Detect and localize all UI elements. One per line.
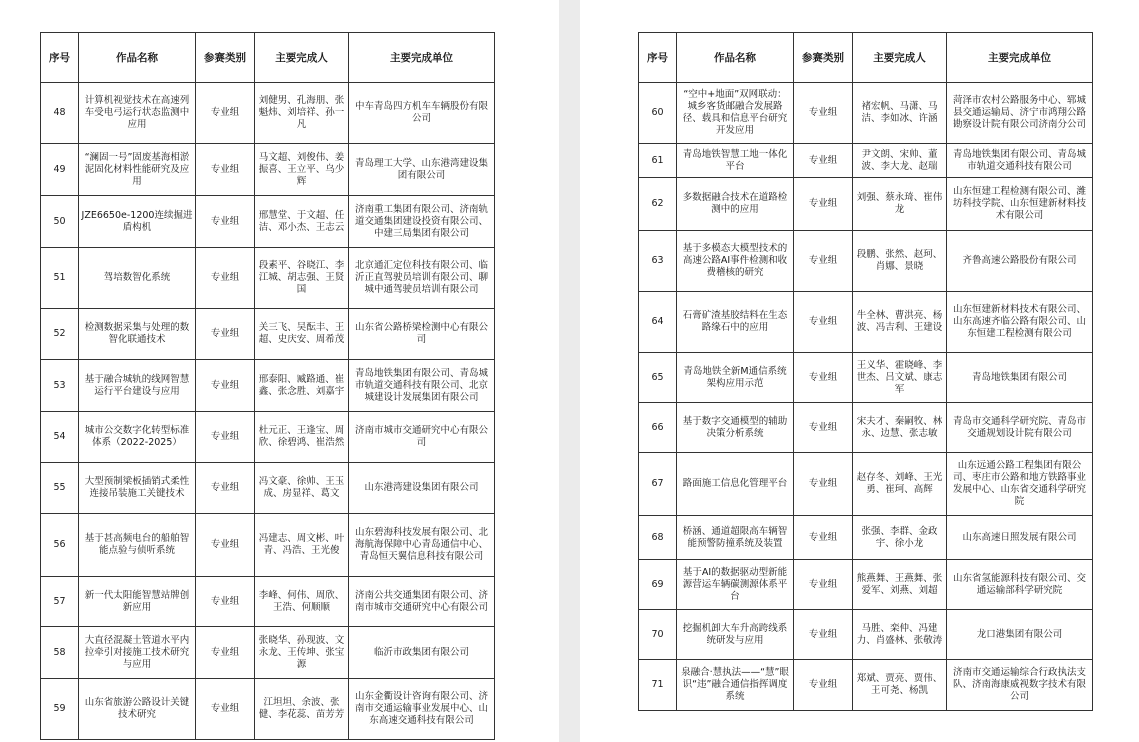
cell-unit: 龙口港集团有限公司	[947, 610, 1093, 660]
cell-category: 专业组	[794, 83, 853, 144]
cell-no: 53	[41, 360, 79, 412]
table-row	[639, 231, 1093, 292]
header-people: 主要完成人	[853, 33, 947, 83]
cell-no: 58	[41, 627, 79, 679]
cell-no: 59	[41, 679, 79, 740]
cell-unit: 齐鲁高速公路股份有限公司	[947, 231, 1093, 292]
cell-name: 基于数字交通模型的辅助决策分析系统	[677, 403, 794, 453]
table-row	[41, 196, 495, 248]
cell-people: 熊燕舞、王燕舞、张爱军、刘燕、刘超	[853, 560, 947, 610]
cell-category: 专业组	[196, 514, 255, 577]
header-category: 参赛类别	[196, 33, 255, 83]
table-row	[639, 560, 1093, 610]
table-row	[639, 403, 1093, 453]
cell-people: 郑斌、贾亮、贾伟、王可尧、杨凯	[853, 660, 947, 711]
cell-name: 多数据融合技术在道路检测中的应用	[677, 178, 794, 231]
cell-no: 68	[639, 516, 677, 560]
awards-table-left	[40, 32, 495, 740]
cell-category: 专业组	[196, 679, 255, 740]
cell-unit: 济南公共交通集团有限公司、济南市城市交通研究中心有限公司	[349, 577, 495, 627]
cell-category: 专业组	[794, 353, 853, 403]
cell-people: 刘健男、孔海朋、张魁炜、刘培祥、孙一凡	[255, 83, 349, 144]
cell-unit: 青岛市交通科学研究院、青岛市交通规划设计院有限公司	[947, 403, 1093, 453]
table-row	[639, 292, 1093, 353]
cell-no: 69	[639, 560, 677, 610]
cell-category: 专业组	[196, 627, 255, 679]
left-page	[0, 0, 559, 742]
cell-name: 泉融合·慧执法——“慧”眼识“违”融合通信指挥调度系统	[677, 660, 794, 711]
cell-name: 挖掘机卸大车升高跨线系统研发与应用	[677, 610, 794, 660]
table-row	[41, 514, 495, 577]
table-row	[639, 353, 1093, 403]
cell-category: 专业组	[794, 292, 853, 353]
table-row	[41, 679, 495, 740]
cell-people: 邢泰阳、臧路通、崔鑫、张念胜、刘嘉宇	[255, 360, 349, 412]
cell-people: 关三飞、吴酝丰、王超、史庆安、周希茂	[255, 309, 349, 360]
cell-no: 61	[639, 144, 677, 178]
table-row	[639, 178, 1093, 231]
cell-name: 大直径混凝土管道水平内拉牵引对接施工技术研究与应用	[79, 627, 196, 679]
cell-people: 王义华、霍晓峰、李世杰、吕文斌、康志军	[853, 353, 947, 403]
table-row	[639, 660, 1093, 711]
cell-no: 70	[639, 610, 677, 660]
cell-category: 专业组	[794, 560, 853, 610]
cell-unit: 山东恒建新材料技术有限公司、山东高速齐临公路有限公司、山东恒建工程检测有限公司	[947, 292, 1093, 353]
table-row	[639, 144, 1093, 178]
cell-unit: 山东金衢设计咨询有限公司、济南市交通运输事业发展中心、山东高速交通科技有限公司	[349, 679, 495, 740]
table-row	[41, 144, 495, 196]
cell-no: 54	[41, 412, 79, 463]
table-row	[41, 360, 495, 412]
cell-unit: 山东港湾建设集团有限公司	[349, 463, 495, 514]
cell-people: 张晓华、孙现波、文永龙、王传坤、张宝源	[255, 627, 349, 679]
cell-unit: 山东省公路桥梁检测中心有限公司	[349, 309, 495, 360]
right-page	[580, 0, 1139, 742]
cell-people: 冯文豪、徐帅、王玉成、房显祥、葛文	[255, 463, 349, 514]
table-row	[41, 83, 495, 144]
header-people: 主要完成人	[255, 33, 349, 83]
cell-no: 66	[639, 403, 677, 453]
cell-name: 山东省旅游公路设计关键技术研究	[79, 679, 196, 740]
cell-category: 专业组	[196, 248, 255, 309]
cell-people: 冯建志、周文彬、叶青、冯浩、王光俊	[255, 514, 349, 577]
cell-unit: 山东恒建工程检测有限公司、潍坊科技学院、山东恒建新材料技术有限公司	[947, 178, 1093, 231]
header-name: 作品名称	[79, 33, 196, 83]
cell-no: 56	[41, 514, 79, 577]
cell-no: 67	[639, 453, 677, 516]
cell-name: 驾培数智化系统	[79, 248, 196, 309]
cell-name: “澜固一号”固废基海相淤泥固化材料性能研究及应用	[79, 144, 196, 196]
table-row	[41, 463, 495, 514]
cell-unit: 济南市城市交通研究中心有限公司	[349, 412, 495, 463]
cell-name: 检测数据采集与处理的数智化联通技术	[79, 309, 196, 360]
cell-name: 石膏矿渣基胶结料在生态路缘石中的应用	[677, 292, 794, 353]
cell-name: 路面施工信息化管理平台	[677, 453, 794, 516]
cell-name: “空中+地面”双网联动：城乡客货邮融合发展路径、载具和信息平台研究开发应用	[677, 83, 794, 144]
cell-people: 张强、李群、金政宇、徐小龙	[853, 516, 947, 560]
table-row	[41, 412, 495, 463]
cell-no: 55	[41, 463, 79, 514]
cell-people: 李峰、何伟、周欣、王浩、何顺顺	[255, 577, 349, 627]
cell-category: 专业组	[196, 196, 255, 248]
cell-no: 71	[639, 660, 677, 711]
cell-category: 专业组	[196, 463, 255, 514]
cell-unit: 山东高速日照发展有限公司	[947, 516, 1093, 560]
cell-category: 专业组	[196, 83, 255, 144]
cell-name: 计算机视觉技术在高速列车受电弓运行状态监测中应用	[79, 83, 196, 144]
cell-people: 段素平、谷晓江、李江城、胡志强、王贤国	[255, 248, 349, 309]
cell-people: 宋夫才、秦嗣牧、林永、边慧、张志敏	[853, 403, 947, 453]
cell-name: 基于多模态大模型技术的高速公路AI事件检测和收费稽核的研究	[677, 231, 794, 292]
cell-category: 专业组	[794, 453, 853, 516]
cell-no: 57	[41, 577, 79, 627]
cell-category: 专业组	[794, 610, 853, 660]
table-row	[41, 627, 495, 679]
cell-unit: 菏泽市农村公路服务中心、郓城县交通运输局、济宁市鸿翔公路勘察设计院有限公司济南分公司	[947, 83, 1093, 144]
cell-unit: 北京通汇定位科技有限公司、临沂正直驾驶员培训有限公司、聊城中通驾驶员培训有限公司	[349, 248, 495, 309]
cell-people: 牛全林、曹洪亮、杨波、冯吉利、王建设	[853, 292, 947, 353]
cell-no: 63	[639, 231, 677, 292]
cell-category: 专业组	[794, 144, 853, 178]
cell-name: 青岛地铁智慧工地一体化平台	[677, 144, 794, 178]
cell-category: 专业组	[794, 178, 853, 231]
cell-category: 专业组	[196, 412, 255, 463]
header-unit: 主要完成单位	[947, 33, 1093, 83]
cell-name: 大型预制梁板插销式柔性连接吊装施工关键技术	[79, 463, 196, 514]
table-row	[639, 83, 1093, 144]
table-row	[41, 248, 495, 309]
cell-people: 邢慧堂、于文超、任洁、邓小杰、王志云	[255, 196, 349, 248]
header-no: 序号	[639, 33, 677, 83]
cell-people: 赵存冬、刘峰、王光勇、崔珂、高辉	[853, 453, 947, 516]
cell-name: 青岛地铁全新M通信系统架构应用示范	[677, 353, 794, 403]
cell-category: 专业组	[794, 231, 853, 292]
cell-category: 专业组	[794, 660, 853, 711]
header-no: 序号	[41, 33, 79, 83]
cell-category: 专业组	[196, 577, 255, 627]
cell-category: 专业组	[196, 309, 255, 360]
cell-people: 段鹏、张然、赵珂、肖娜、景晓	[853, 231, 947, 292]
cell-people: 马胜、栾仲、冯建力、肖盛林、张敬涛	[853, 610, 947, 660]
header-name: 作品名称	[677, 33, 794, 83]
table-header-row	[41, 33, 495, 83]
cell-unit: 山东远通公路工程集团有限公司、枣庄市公路和地方铁路事业发展中心、山东省交通科学研究院	[947, 453, 1093, 516]
cell-no: 51	[41, 248, 79, 309]
cell-unit: 中车青岛四方机车车辆股份有限公司	[349, 83, 495, 144]
table-row	[639, 610, 1093, 660]
cell-people: 刘强、蔡永琦、崔伟龙	[853, 178, 947, 231]
cell-no: 62	[639, 178, 677, 231]
cell-unit: 青岛理工大学、山东港湾建设集团有限公司	[349, 144, 495, 196]
cell-no: 49	[41, 144, 79, 196]
cell-no: 64	[639, 292, 677, 353]
table-header-row	[639, 33, 1093, 83]
cell-people: 尹文朗、宋帅、董波、李大龙、赵瑞	[853, 144, 947, 178]
cell-no: 48	[41, 83, 79, 144]
header-unit: 主要完成单位	[349, 33, 495, 83]
cell-category: 专业组	[196, 144, 255, 196]
cell-people: 江坦坦、余波、张健、李花蕊、苗芳芳	[255, 679, 349, 740]
cell-no: 52	[41, 309, 79, 360]
cell-unit: 青岛地铁集团有限公司	[947, 353, 1093, 403]
table-row	[639, 453, 1093, 516]
cell-no: 60	[639, 83, 677, 144]
cell-name: 基于甚高频电台的船舶智能点验与侦听系统	[79, 514, 196, 577]
cell-name: 新一代太阳能智慧站牌创新应用	[79, 577, 196, 627]
cell-name: 城市公交数字化转型标准体系（2022-2025）	[79, 412, 196, 463]
cell-unit: 临沂市政集团有限公司	[349, 627, 495, 679]
header-category: 参赛类别	[794, 33, 853, 83]
cell-name: 基于融合城轨的线网智慧运行平台建设与应用	[79, 360, 196, 412]
cell-name: 桥涵、通道超限高车辆智能预警防撞系统及装置	[677, 516, 794, 560]
cell-no: 65	[639, 353, 677, 403]
cell-unit: 济南重工集团有限公司、济南轨道交通集团建设投资有限公司、中建三局集团有限公司	[349, 196, 495, 248]
cell-unit: 山东碧海科技发展有限公司、北海航海保障中心青岛通信中心、青岛恒天翼信息科技有限公司	[349, 514, 495, 577]
cell-unit: 青岛地铁集团有限公司、青岛城市轨道交通科技有限公司、北京城建设计发展集团有限公司	[349, 360, 495, 412]
cell-people: 褚宏帆、马潇、马洁、李如冰、许涵	[853, 83, 947, 144]
table-row	[639, 516, 1093, 560]
cell-name: 基于AI的数据驱动型新能源营运车辆碳测源体系平台	[677, 560, 794, 610]
cell-people: 杜元正、王逢宝、周欣、徐碧鸿、崔浩然	[255, 412, 349, 463]
cell-category: 专业组	[794, 516, 853, 560]
cell-name: JZE6650e-1200连续掘进盾构机	[79, 196, 196, 248]
cell-unit: 济南市交通运输综合行政执法支队、济南海康威视数字技术有限公司	[947, 660, 1093, 711]
table-row	[41, 577, 495, 627]
cell-unit: 山东省氢能源科技有限公司、交通运输部科学研究院	[947, 560, 1093, 610]
cell-category: 专业组	[794, 403, 853, 453]
cell-people: 马文超、刘俊伟、姜振喜、王立平、乌少辉	[255, 144, 349, 196]
cell-category: 专业组	[196, 360, 255, 412]
cell-unit: 青岛地铁集团有限公司、青岛城市轨道交通科技有限公司	[947, 144, 1093, 178]
cell-no: 50	[41, 196, 79, 248]
awards-table-right	[638, 32, 1093, 711]
table-row	[41, 309, 495, 360]
